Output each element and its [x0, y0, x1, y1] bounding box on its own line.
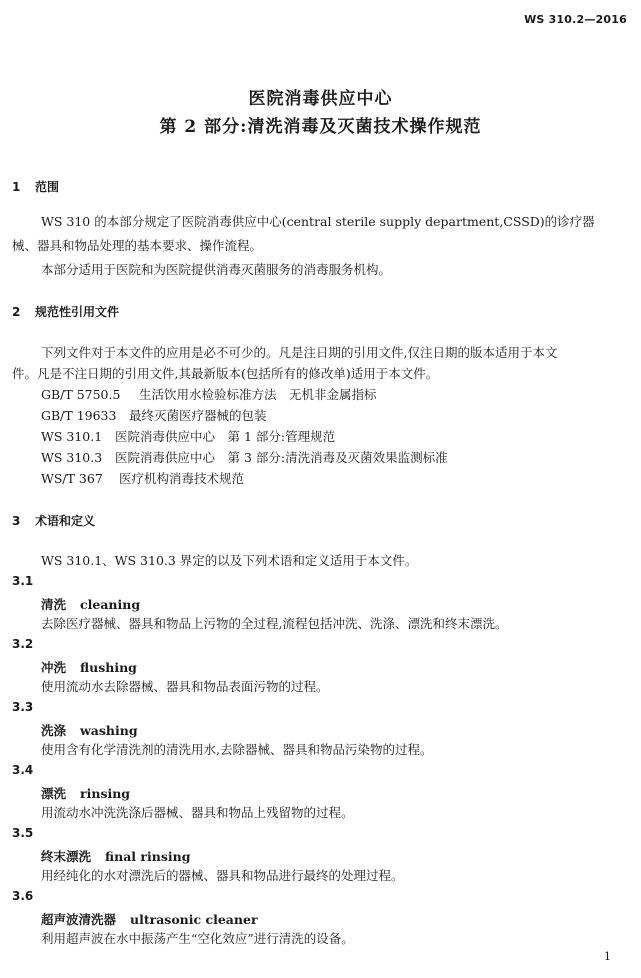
- document-title-line2: 第 2 部分:清洗消毒及灭菌技术操作规范: [159, 117, 482, 137]
- term-zh: 终末漂洗: [41, 849, 92, 864]
- term-zh: 超声波清洗器: [41, 912, 117, 927]
- term-definition: 用流动水冲洗洗涤后器械、器具和物品上残留物的过程。: [41, 805, 354, 820]
- standard-code: WS 310.2—2016: [524, 13, 627, 26]
- section-number: 3: [12, 514, 21, 528]
- term-zh: 漂洗: [41, 786, 67, 801]
- reference-item: [41, 429, 335, 445]
- paragraph-line: 本部分适用于医院和为医院提供消毒灭菌服务的消毒服务机构。: [41, 262, 392, 277]
- term-en: flushing: [80, 660, 137, 675]
- reference-code: WS 310.3: [41, 450, 103, 465]
- reference-code: WS 310.1: [41, 429, 103, 444]
- reference-title: 医院消毒供应中心 第 1 部分:管理规范: [115, 429, 336, 444]
- term-definition: 去除医疗器械、器具和物品上污物的全过程,流程包括冲洗、洗涤、漂洗和终末漂洗。: [41, 616, 508, 631]
- term-definition: 利用超声波在水中振荡产生“空化效应”进行清洗的设备。: [41, 931, 354, 946]
- section-heading-scope: [12, 178, 59, 195]
- paragraph-line: WS 310 的本部分规定了医院消毒供应中心(central sterile supply department,CSSD)的诊疗器: [41, 214, 595, 229]
- term-zh: 洗涤: [41, 723, 67, 738]
- reference-code: GB/T 5750.5: [41, 387, 121, 402]
- reference-item: [41, 408, 267, 424]
- paragraph-line: 下列文件对于本文件的应用是必不可少的。凡是注日期的引用文件,仅注日期的版本适用于本文: [41, 345, 558, 360]
- reference-title: 医疗机构消毒技术规范: [119, 471, 245, 486]
- term-heading: [41, 847, 190, 865]
- term-zh: 清洗: [41, 597, 67, 612]
- term-definition: 用经纯化的水对漂洗后的器械、器具和物品进行最终的处理过程。: [41, 868, 404, 883]
- term-number: 3.2: [12, 637, 34, 651]
- reference-title: 医院消毒供应中心 第 3 部分:清洗消毒及灭菌效果监测标准: [115, 450, 448, 465]
- term-definition: 使用流动水去除器械、器具和物品表面污物的过程。: [41, 679, 329, 694]
- reference-title: 生活饮用水检验标准方法 无机非金属指标: [139, 387, 377, 402]
- section-number: 2: [12, 305, 21, 319]
- reference-code: GB/T 19633: [41, 408, 117, 423]
- term-number: 3.1: [12, 574, 34, 588]
- section-title: 规范性引用文件: [35, 305, 120, 319]
- term-en: ultrasonic cleaner: [130, 912, 258, 927]
- term-number: 3.4: [12, 763, 34, 777]
- section-heading-terms-definitions: [12, 512, 95, 529]
- term-en: final rinsing: [105, 849, 191, 864]
- reference-item: [41, 387, 377, 403]
- term-en: cleaning: [80, 597, 141, 612]
- term-number: 3.5: [12, 826, 34, 840]
- reference-item: [41, 471, 244, 487]
- term-heading: [41, 658, 137, 676]
- term-number: 3.6: [12, 889, 34, 903]
- section-heading-normative-references: [12, 303, 119, 320]
- section-title: 范围: [35, 180, 60, 194]
- section-title: 术语和定义: [35, 514, 96, 528]
- section-number: 1: [12, 180, 21, 194]
- page-number: 1: [604, 950, 611, 963]
- term-definition: 使用含有化学清洗剂的清洗用水,去除器械、器具和物品污染物的过程。: [41, 742, 433, 757]
- reference-title: 最终灭菌医疗器械的包装: [129, 408, 267, 423]
- term-heading: [41, 595, 140, 613]
- term-heading: [41, 721, 138, 739]
- term-heading: [41, 784, 130, 802]
- term-en: washing: [80, 723, 138, 738]
- reference-code: WS/T 367: [41, 471, 103, 486]
- paragraph-line: 械、器具和物品处理的基本要求、操作流程。: [12, 238, 263, 253]
- reference-item: [41, 450, 448, 466]
- paragraph-line: WS 310.1、WS 310.3 界定的以及下列术语和定义适用于本文件。: [41, 553, 418, 568]
- term-en: rinsing: [80, 786, 131, 801]
- term-zh: 冲洗: [41, 660, 67, 675]
- term-number: 3.3: [12, 700, 34, 714]
- term-heading: [41, 910, 258, 928]
- document-title-line1: 医院消毒供应中心: [248, 89, 393, 109]
- paragraph-line: 件。凡是不注日期的引用文件,其最新版本(包括所有的修改单)适用于本文件。: [12, 366, 439, 381]
